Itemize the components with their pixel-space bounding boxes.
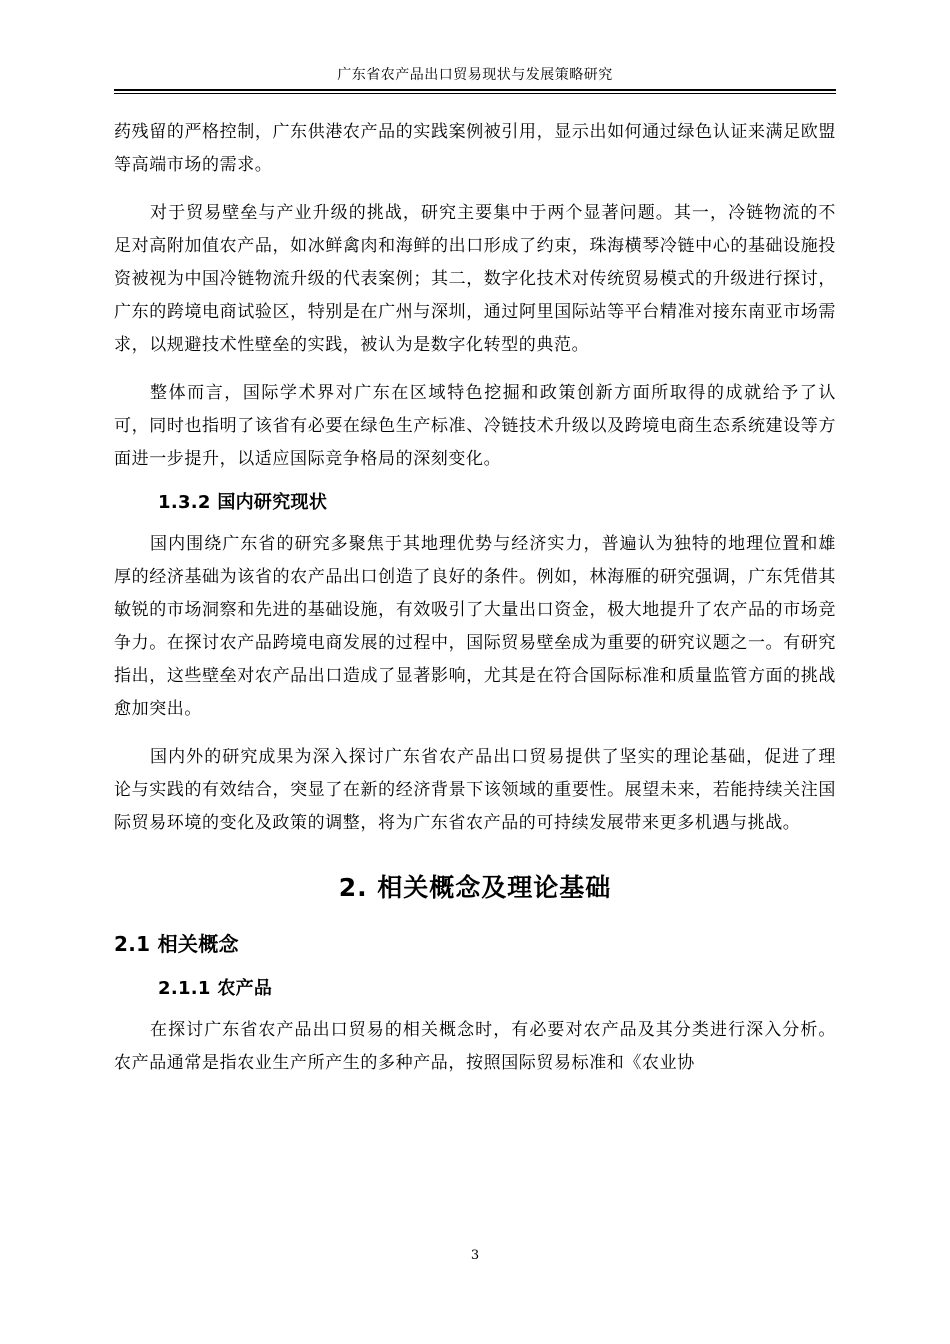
- paragraph-overall: 整体而言，国际学术界对广东在区域特色挖掘和政策创新方面所取得的成就给予了认可，同时也指明了该省有必要在绿色生产标准、冷链技术升级以及跨境电商生态系统建设等方面进一步提升，以适应国际竞争格局的深刻变化。: [114, 383, 836, 469]
- paragraph-domestic-research: 国内围绕广东省的研究多聚焦于其地理优势与经济实力，普遍认为独特的地理位置和雄厚的经济基础为该省的农产品出口创造了良好的条件。例如，林海雁的研究强调，广东凭借其敏锐的市场洞察和先进的基础设施，有效吸引了大量出口资金，极大地提升了农产品的市场竞争力。在探讨农产品跨境电商发展的过程中，国际贸易壁垒成为重要的研究议题之一。有研究指出，这些壁垒对农产品出口造成了显著影响，尤其是在符合国际标准和质量监管方面的挑战愈加突出。: [114, 534, 836, 719]
- header-rule-thin: [114, 93, 836, 94]
- chapter-heading-2: 2. 相关概念及理论基础: [338, 873, 612, 902]
- paragraph-continued: 药残留的严格控制，广东供港农产品的实践案例被引用，显示出如何通过绿色认证来满足欧盟等高端市场的需求。: [114, 122, 836, 175]
- heading-gap: [114, 476, 836, 488]
- running-header: 广东省农产品出口贸易现状与发展策略研究: [337, 67, 613, 83]
- heading-gap: [114, 908, 836, 928]
- heading-gap: [114, 518, 836, 528]
- paragraph-gap: [114, 726, 836, 741]
- subsection-heading-1-3-2: 1.3.2 国内研究现状: [158, 492, 328, 513]
- paragraph-agricultural-products: 在探讨广东省农产品出口贸易的相关概念时，有必要对农产品及其分类进行深入分析。农产品通常是指农业生产所产生的多种产品，按照国际贸易标准和《农业协: [114, 1020, 836, 1073]
- heading-gap: [114, 1004, 836, 1014]
- paragraph-gap: [114, 182, 836, 197]
- subsection-heading-2-1-1: 2.1.1 农产品: [158, 978, 273, 999]
- paragraph-summary: 国内外的研究成果为深入探讨广东省农产品出口贸易提供了坚实的理论基础，促进了理论与实践的有效结合，突显了在新的经济背景下该领域的重要性。展望未来，若能持续关注国际贸易环境的变化及政策的调整，将为广东省农产品的可持续发展带来更多机遇与挑战。: [114, 747, 836, 833]
- main-content: [114, 116, 836, 1080]
- paragraph-gap: [114, 362, 836, 377]
- chapter-gap: [114, 840, 836, 868]
- page-number: 3: [470, 1248, 480, 1263]
- header-rule: [114, 89, 836, 91]
- heading-gap: [114, 960, 836, 974]
- paragraph-trade-barriers: 对于贸易壁垒与产业升级的挑战，研究主要集中于两个显著问题。其一，冷链物流的不足对高附加值农产品，如冰鲜禽肉和海鲜的出口形成了约束，珠海横琴冷链中心的基础设施投资被视为中国冷链物流升级的代表案例；其二，数字化技术对传统贸易模式的升级进行探讨，广东的跨境电商试验区，特别是在广州与深圳，通过阿里国际站等平台精准对接东南亚市场需求，以规避技术性壁垒的实践，被认为是数字化转型的典范。: [114, 203, 836, 355]
- section-heading-2-1: 2.1 相关概念: [114, 932, 239, 956]
